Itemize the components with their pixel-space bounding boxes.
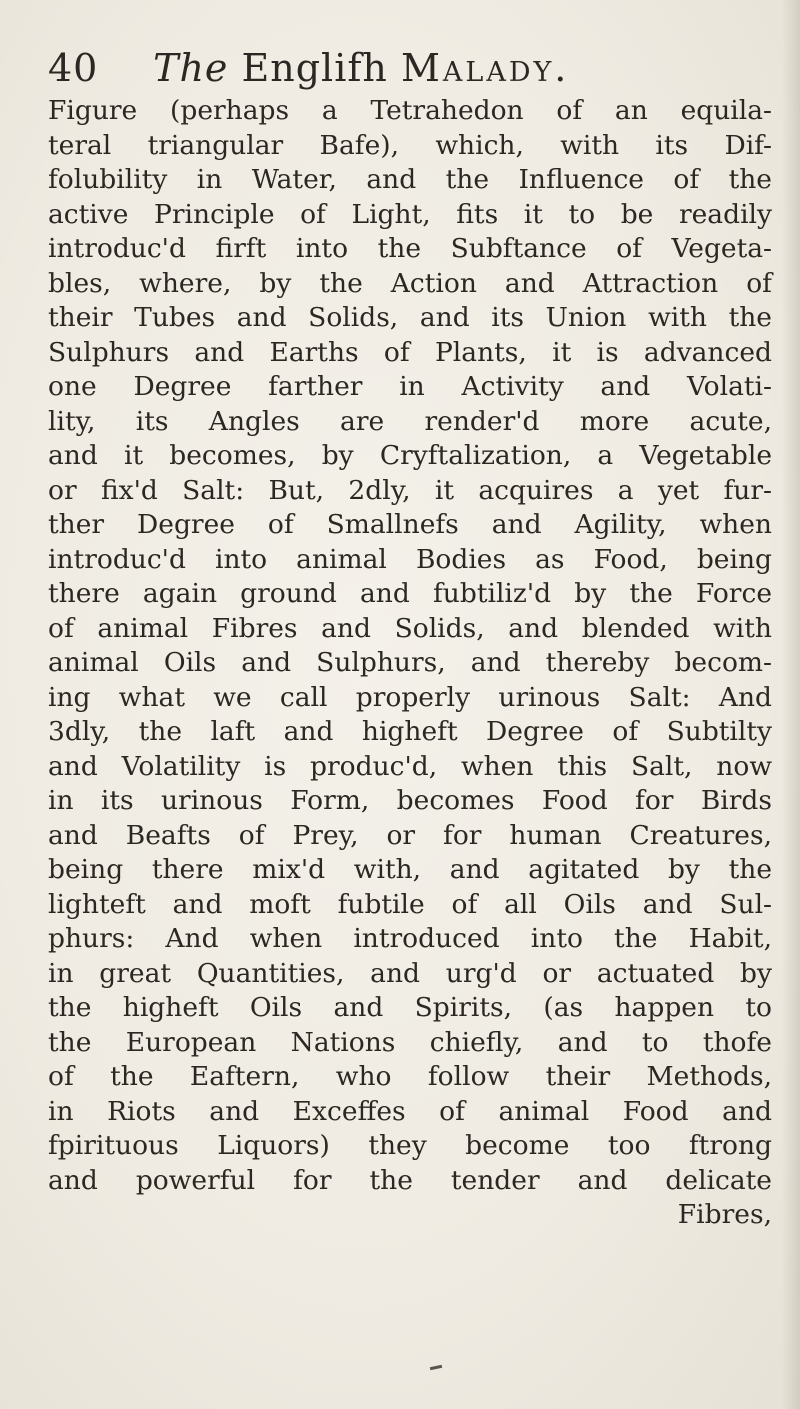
text-line: lighteft and moft fubtile of all Oils and Sul- <box>48 888 772 920</box>
running-head-malady: Malady. <box>400 46 570 90</box>
text-line: their Tubes and Solids, and its Union with the <box>48 302 772 333</box>
text-line: fpirituous Liquors) they become too ftrong <box>48 1130 772 1161</box>
text-line: in its urinous Form, becomes Food for Birds <box>48 785 772 816</box>
text-line: Sulphurs and Earths of Plants, it is advanced <box>48 336 772 368</box>
text-line: phurs: And when introduced into the Habit, <box>48 923 772 954</box>
text-line: and it becomes, by Cryftalization, a Vegetable <box>48 440 772 471</box>
text-line: in Riots and Exceffes of animal Food and <box>48 1095 772 1127</box>
text-line: ther Degree of Smallnefs and Agility, when <box>48 509 772 540</box>
text-line: and Beafts of Prey, or for human Creatures, <box>48 819 772 851</box>
text-line: animal Oils and Sulphurs, and thereby becom- <box>48 647 772 678</box>
page-number: 40 <box>48 46 99 90</box>
text-line: active Principle of Light, fits it to be readily <box>48 198 772 230</box>
text-line: 3dly, the laft and higheft Degree of Subtilty <box>48 716 772 747</box>
text-line: of animal Fibres and Solids, and blended with <box>48 612 772 644</box>
text-line: in great Quantities, and urg'd or actuated by <box>48 957 772 989</box>
text-line: folubility in Water, and the Influence of the <box>48 164 772 195</box>
text-line: introduc'd firft into the Subftance of Vegeta- <box>48 233 772 264</box>
text-line: and powerful for the tender and delicate <box>48 1164 772 1196</box>
text-line: there again ground and fubtiliz'd by the Force <box>48 578 772 609</box>
text-line: bles, where, by the Action and Attraction of <box>48 267 772 299</box>
text-line: introduc'd into animal Bodies as Food, being <box>48 543 772 575</box>
text-line: teral triangular Bafe), which, with its Dif- <box>48 129 772 161</box>
text-line: lity, its Angles are render'd more acute, <box>48 405 772 437</box>
text-line: or fix'd Salt: But, 2dly, it acquires a yet fur- <box>48 474 772 506</box>
running-head-the: The <box>153 46 229 90</box>
ink-mark <box>430 1365 442 1370</box>
text-line: of the Eaftern, who follow their Methods, <box>48 1061 772 1092</box>
text-line: and Volatility is produc'd, when this Salt, now <box>48 750 772 782</box>
text-line: ing what we call properly urinous Salt: And <box>48 681 772 713</box>
text-line: Figure (perhaps a Tetrahedon of an equila- <box>48 95 772 126</box>
text-line: being there mix'd with, and agitated by the <box>48 854 772 885</box>
page-header <box>48 40 728 96</box>
page-edge-shadow <box>782 0 800 1409</box>
running-head-word: Englifh <box>241 46 388 90</box>
text-line: the European Nations chiefly, and to thofe <box>48 1026 772 1058</box>
text-line: the higheft Oils and Spirits, (as happen to <box>48 992 772 1023</box>
catchword-line: Fibres, <box>677 1199 772 1230</box>
running-head <box>153 40 569 96</box>
text-line: one Degree farther in Activity and Volati- <box>48 371 772 402</box>
body-text <box>48 94 772 1233</box>
